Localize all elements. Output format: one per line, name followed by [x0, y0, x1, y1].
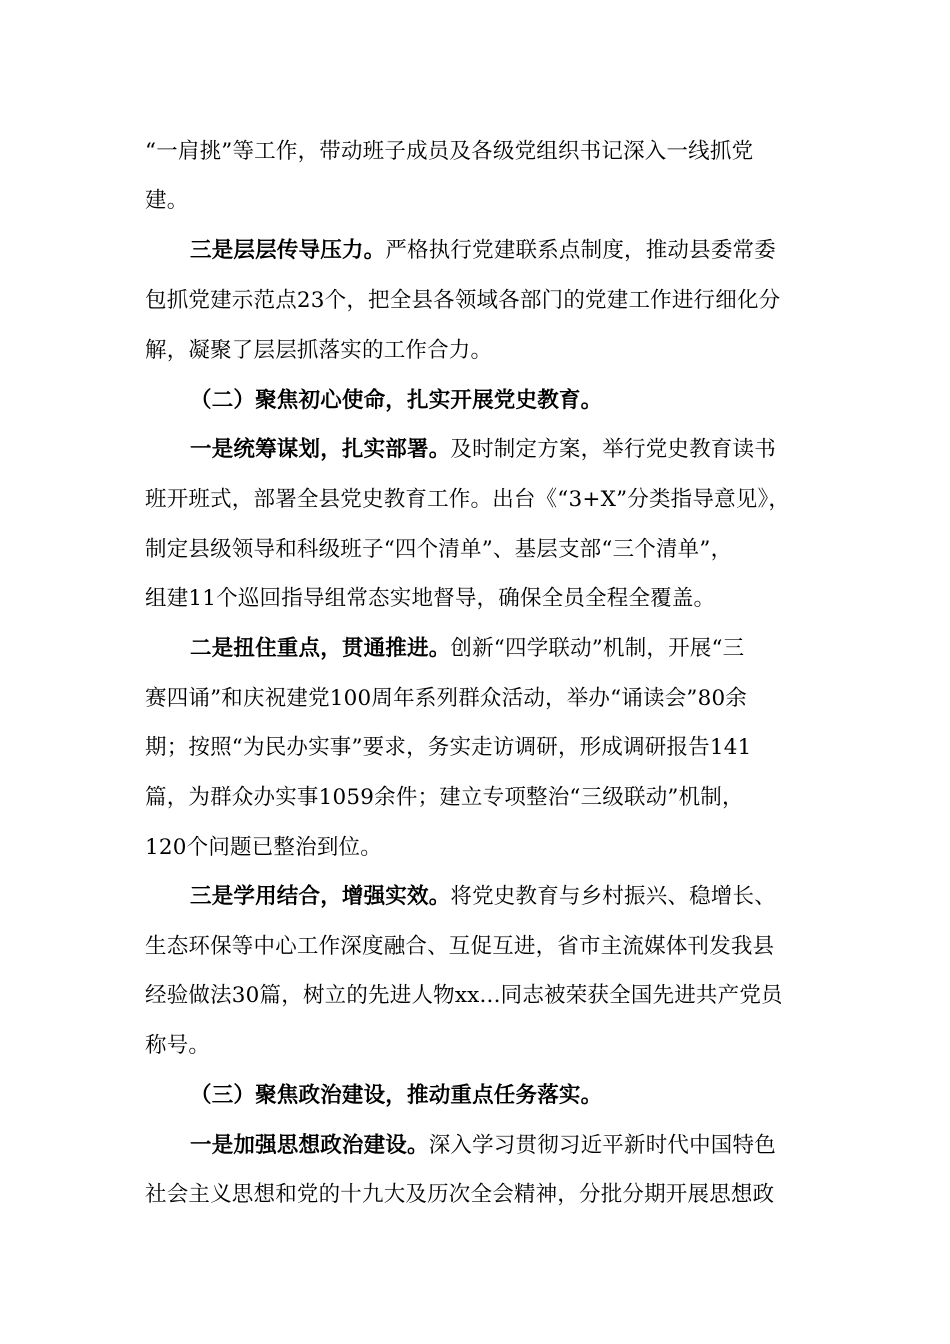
text-line: 班开班式，部署全县党史教育工作。出台《“3+X”分类指导意见》，	[145, 487, 791, 512]
paragraph-start: 一是加强思想政治建设。深入学习贯彻习近平新时代中国特色	[190, 1133, 776, 1158]
text-line: 制定县级领导和科级班子“四个清单”、基层支部“三个清单”，	[145, 537, 733, 562]
paragraph-lead: 三是层层传导压力。	[190, 238, 386, 263]
paragraph-lead: 三是学用结合，增强实效。	[190, 884, 451, 909]
text-line: 包抓党建示范点23个，把全县各领域各部门的党建工作进行细化分	[145, 288, 781, 313]
text-line: 期；按照“为民办实事”要求，务实走访调研，形成调研报告141	[145, 735, 752, 760]
text-line: 生态环保等中心工作深度融合、互促互进，省市主流媒体刊发我县	[145, 934, 775, 959]
text-line: 组建11个巡回指导组常态实地督导，确保全员全程全覆盖。	[145, 586, 716, 611]
paragraph-start: 三是层层传导压力。严格执行党建联系点制度，推动县委常委	[190, 238, 776, 263]
text-line: 解，凝聚了层层抓落实的工作合力。	[145, 338, 493, 363]
section-heading: （三）聚焦政治建设，推动重点任务落实。	[190, 1083, 603, 1108]
text-line: 120个问题已整治到位。	[145, 835, 382, 860]
text-line: “一肩挑”等工作，带动班子成员及各级党组织书记深入一线抓党	[145, 139, 754, 164]
paragraph-lead: 一是加强思想政治建设。	[190, 1133, 429, 1158]
text-line: 篇，为群众办实事1059余件；建立专项整治“三级联动”机制，	[145, 785, 744, 810]
text-line: 社会主义思想和党的十九大及历次全会精神，分批分期开展思想政	[145, 1182, 775, 1207]
paragraph-start: 二是扭住重点，贯通推进。创新“四学联动”机制，开展“三	[190, 636, 745, 661]
section-heading: （二）聚焦初心使命，扎实开展党史教育。	[190, 388, 603, 413]
text-line: 称号。	[145, 1033, 211, 1058]
paragraph-lead: 一是统筹谋划，扎实部署。	[190, 437, 451, 462]
paragraph-start: 一是统筹谋划，扎实部署。及时制定方案，举行党史教育读书	[190, 437, 776, 462]
paragraph-lead: 二是扭住重点，贯通推进。	[190, 636, 451, 661]
text-line: 建。	[145, 188, 189, 213]
paragraph-start: 三是学用结合，增强实效。将党史教育与乡村振兴、稳增长、	[190, 884, 776, 909]
text-line: 赛四诵”和庆祝建党100周年系列群众活动，举办“诵读会”80余	[145, 686, 748, 711]
text-line: 经验做法30篇，树立的先进人物xx...同志被荣获全国先进共产党员	[145, 983, 783, 1008]
